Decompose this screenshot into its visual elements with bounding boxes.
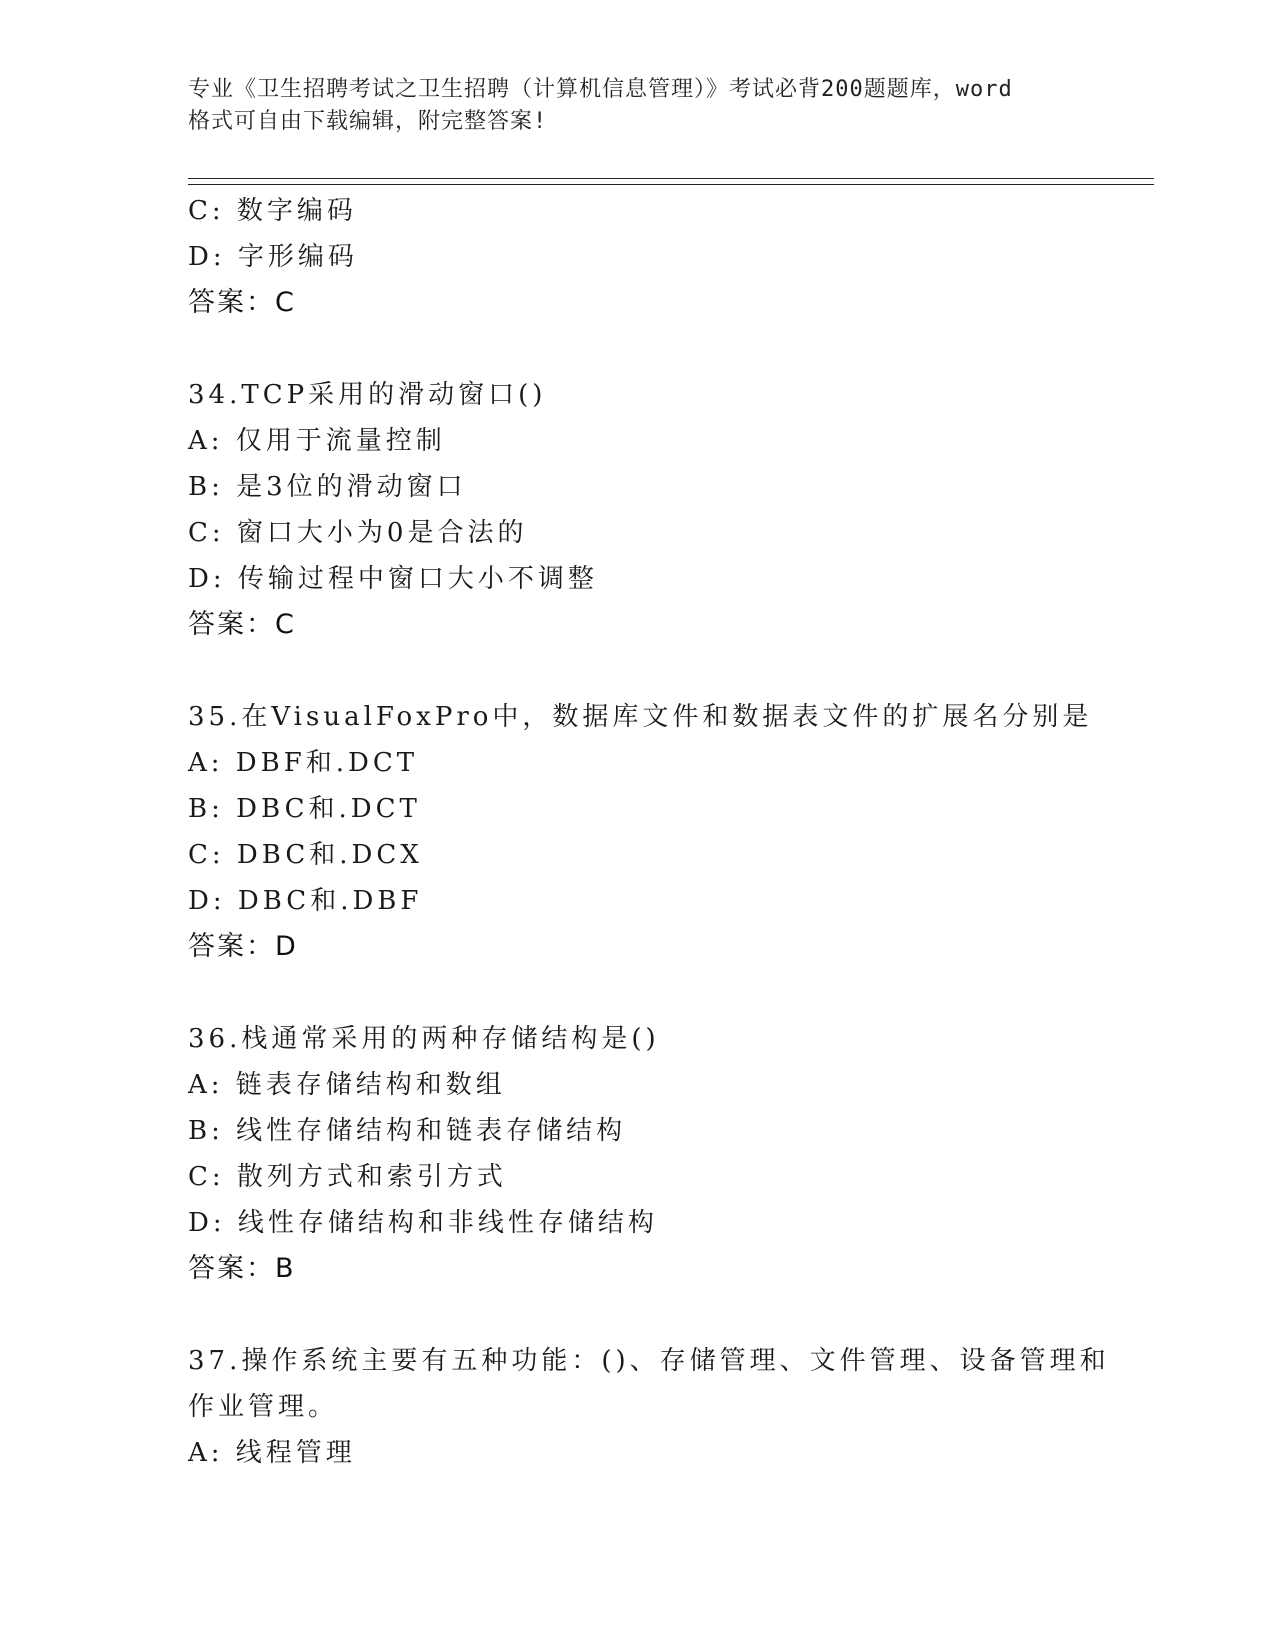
question-block-35 (188, 694, 1148, 970)
spacer (188, 648, 1148, 694)
question-stem: 35.在VisualFoxPro中，数据库文件和数据表文件的扩展名分别是 (188, 702, 1093, 732)
option-d: D: 传输过程中窗口大小不调整 (188, 564, 598, 594)
answer-line: 答案：D (188, 931, 298, 962)
option-d: D: 线性存储结构和非线性存储结构 (188, 1208, 658, 1238)
question-block-34 (188, 372, 1148, 648)
question-stem: 34.TCP采用的滑动窗口() (188, 380, 547, 410)
option-a: A: 仅用于流量控制 (188, 426, 446, 456)
option-b: B: 线性存储结构和链表存储结构 (188, 1116, 627, 1146)
question-stem: 36.栈通常采用的两种存储结构是() (188, 1024, 660, 1054)
option-b: B: 是3位的滑动窗口 (188, 472, 467, 502)
option-c: C: 窗口大小为0是合法的 (188, 518, 528, 548)
option-d: D: 字形编码 (188, 242, 358, 272)
answer-line: 答案：C (188, 287, 296, 318)
question-stem-line-1: 37.操作系统主要有五种功能：()、存储管理、文件管理、设备管理和 (188, 1346, 1110, 1376)
question-block-36 (188, 1016, 1148, 1292)
answer-line: 答案：B (188, 1253, 296, 1284)
spacer (188, 326, 1148, 372)
header-divider (188, 178, 1154, 185)
spacer (188, 970, 1148, 1016)
option-c: C: 数字编码 (188, 196, 357, 226)
title-line-1: 专业《卫生招聘考试之卫生招聘（计算机信息管理）》考试必背200题题库，word (188, 77, 1013, 102)
question-stem-line-2: 作业管理。 (188, 1392, 339, 1422)
title-line-2: 格式可自由下载编辑，附完整答案! (188, 109, 548, 134)
document-title (188, 74, 1108, 138)
answer-line: 答案：C (188, 609, 296, 640)
question-block-prev (188, 188, 1148, 326)
option-b: B: DBC和.DCT (188, 794, 421, 824)
option-a: A: DBF和.DCT (188, 748, 419, 778)
question-block-37 (188, 1338, 1148, 1476)
option-c: C: 散列方式和索引方式 (188, 1162, 507, 1192)
option-d: D: DBC和.DBF (188, 886, 423, 916)
question-list (188, 188, 1148, 1476)
option-c: C: DBC和.DCX (188, 840, 423, 870)
option-a: A: 线程管理 (188, 1438, 356, 1468)
option-a: A: 链表存储结构和数组 (188, 1070, 506, 1100)
spacer (188, 1292, 1148, 1338)
